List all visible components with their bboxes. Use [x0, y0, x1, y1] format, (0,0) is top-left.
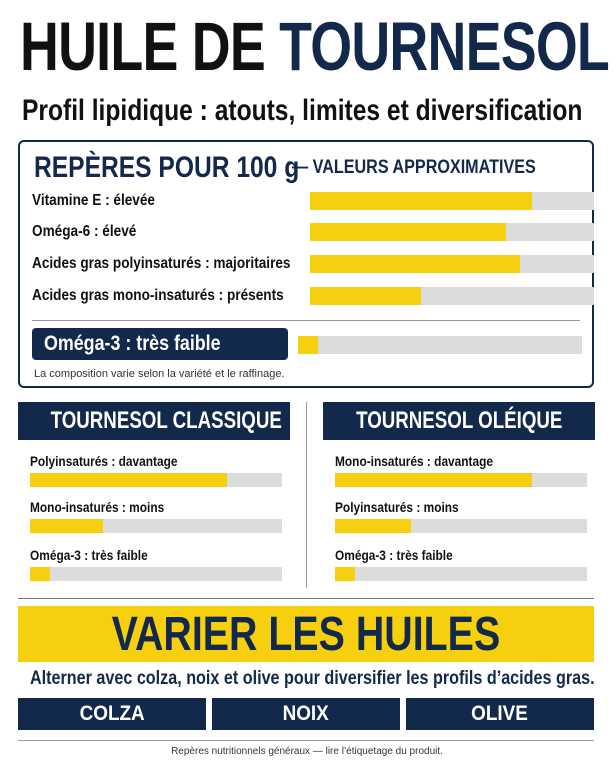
level-bar-fill	[310, 223, 506, 241]
reperes-heading-suffix: — VALEURS APPROXIMATIVES	[292, 157, 536, 178]
varier-banner: VARIER LES HUILES	[18, 606, 594, 662]
level-bar-track	[310, 287, 594, 305]
reperes-row-omega6	[32, 221, 594, 243]
oleique-column	[323, 402, 595, 590]
comparison-row-label: Oméga-3 : très faible	[335, 547, 453, 563]
comparison-row-label: Mono-insaturés : davantage	[335, 453, 494, 469]
omega3-level-fill	[298, 336, 318, 354]
footer-note: Repères nutritionnels généraux — lire l’étiquetage du produit.	[171, 746, 443, 757]
comparison-row-label: Polyinsaturés : moins	[335, 499, 459, 515]
column-separator	[306, 402, 307, 588]
reperes-row-label: Acides gras mono-insaturés : présents	[32, 287, 284, 304]
omega3-highlight: Oméga-3 : très faible	[32, 328, 288, 360]
subtitle: Profil lipidique : atouts, limites et diversification	[22, 94, 583, 127]
main-title	[20, 8, 614, 86]
level-bar-fill	[30, 519, 103, 533]
level-bar-track	[335, 567, 587, 581]
tagline: Alterner avec colza, noix et olive pour diversifier les profils d’acides gras.	[30, 668, 595, 689]
reperes-row-polyinsatures	[32, 253, 594, 275]
level-bar-track	[310, 255, 594, 273]
level-bar-fill	[335, 473, 532, 487]
reperes-panel	[18, 140, 594, 388]
omega3-level-track	[298, 336, 582, 354]
level-bar-fill	[335, 519, 411, 533]
reperes-heading-main: REPÈRES POUR 100 g	[34, 151, 300, 184]
level-bar-track	[310, 223, 594, 241]
title-part-1: HUILE DE	[20, 8, 265, 85]
level-bar-track	[30, 519, 282, 533]
level-bar-track	[30, 473, 282, 487]
classique-title: TOURNESOL CLASSIQUE	[18, 402, 290, 440]
title-part-2: TOURNESOL	[279, 8, 610, 85]
level-bar-fill	[30, 567, 50, 581]
section-divider	[18, 598, 594, 599]
level-bar-track	[30, 567, 282, 581]
oil-colza: COLZA	[18, 698, 206, 730]
reperes-row-label: Vitamine E : élevée	[32, 192, 155, 209]
reperes-row-label: Oméga-6 : élevé	[32, 223, 137, 240]
level-bar-fill	[335, 567, 355, 581]
oleique-title: TOURNESOL OLÉIQUE	[323, 402, 595, 440]
footer-divider	[18, 740, 594, 741]
reperes-row-mono-insatures	[32, 285, 594, 307]
composition-note: La composition varie selon la variété et le raffinage.	[34, 368, 285, 380]
level-bar-fill	[310, 192, 532, 210]
reperes-row-label: Acides gras polyinsaturés : majoritaires	[32, 255, 291, 272]
oil-noix: NOIX	[212, 698, 400, 730]
level-bar-track	[335, 473, 587, 487]
comparison-row-label: Mono-insaturés : moins	[30, 499, 165, 515]
level-bar-track	[310, 192, 594, 210]
reperes-row-vitamine-e	[32, 190, 594, 212]
level-bar-fill	[30, 473, 227, 487]
level-bar-fill	[310, 255, 520, 273]
reperes-heading	[34, 150, 536, 186]
divider	[32, 320, 580, 321]
comparison-row-label: Polyinsaturés : davantage	[30, 453, 178, 469]
comparison-row-label: Oméga-3 : très faible	[30, 547, 148, 563]
level-bar-fill	[310, 287, 421, 305]
classique-column	[18, 402, 290, 590]
oil-olive: OLIVE	[406, 698, 594, 730]
level-bar-track	[335, 519, 587, 533]
